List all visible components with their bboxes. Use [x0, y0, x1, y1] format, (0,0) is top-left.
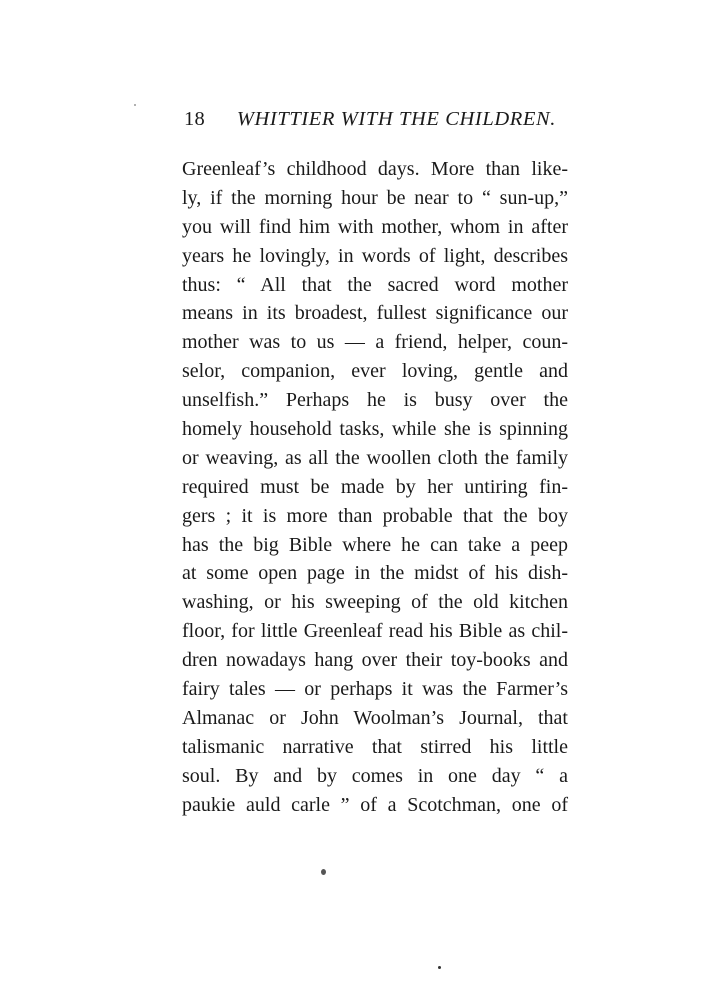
page-number: 18 [184, 108, 206, 130]
running-title: WHITTIER WITH THE CHILDREN. [236, 108, 556, 130]
text-line: years he lovingly, in words of light, describes [182, 244, 568, 267]
text-line: Greenleaf’s childhood days. More than like- [182, 158, 568, 180]
text-line: thus: “ All that the sacred word mother [182, 273, 568, 296]
text-line: talismanic narrative that stirred his little [182, 735, 568, 758]
text-line: selor, companion, ever loving, gentle and [182, 360, 568, 383]
text-line: homely household tasks, while she is spinning [182, 418, 568, 441]
text-line: paukie auld carle ” of a Scotchman, one of [182, 793, 568, 816]
ink-speck [134, 104, 136, 106]
text-line: mother was to us — a friend, helper, coun- [182, 331, 568, 354]
text-line: Almanac or John Woolman’s Journal, that [182, 706, 568, 729]
text-line: gers ; it is more than probable that the boy [182, 504, 568, 527]
text-line: ly, if the morning hour be near to “ sun-up,” [182, 186, 568, 209]
text-line: has the big Bible where he can take a peep [182, 533, 568, 556]
text-line: dren nowadays hang over their toy-books and [182, 649, 568, 672]
text-line: you will find him with mother, whom in after [182, 215, 568, 238]
running-head [184, 108, 556, 138]
ink-speck [321, 869, 326, 875]
text-line: required must be made by her untiring fin- [182, 475, 568, 498]
text-line: or weaving, as all the woollen cloth the family [182, 446, 568, 469]
text-line: soul. By and by comes in one day “ a [182, 764, 568, 787]
body-text [182, 155, 568, 819]
text-line: fairy tales — or perhaps it was the Farmer’s [182, 678, 568, 701]
text-line: washing, or his sweeping of the old kitchen [182, 591, 568, 614]
text-line: unselfish.” Perhaps he is busy over the [182, 389, 568, 412]
text-line: means in its broadest, fullest significance our [182, 302, 568, 325]
ink-speck [438, 966, 441, 969]
text-line: floor, for little Greenleaf read his Bible as chil- [182, 620, 568, 643]
text-line: at some open page in the midst of his dish- [182, 562, 568, 585]
